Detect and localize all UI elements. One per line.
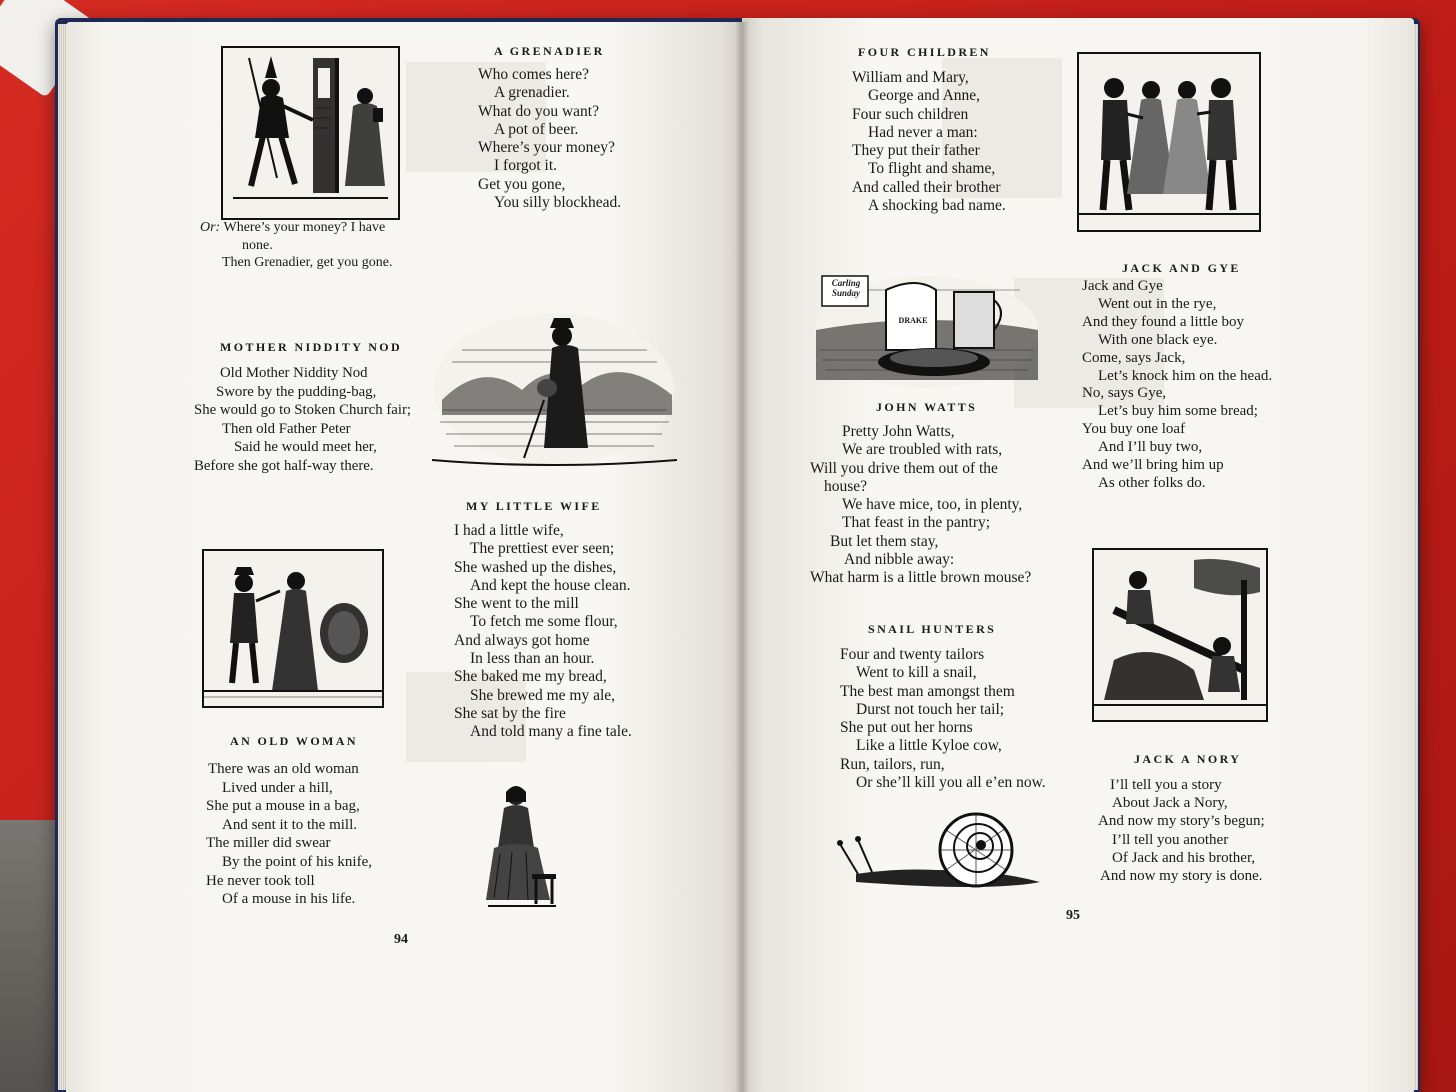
- poem-line: Swore by the pudding-bag,: [216, 383, 377, 400]
- poem-line: A shocking bad name.: [868, 197, 1006, 215]
- caption-line: Where’s your money? I have: [223, 220, 386, 235]
- poem-line: She put out her horns: [840, 719, 973, 737]
- poem-four-children: [852, 69, 1006, 215]
- poem-line: She washed up the dishes,: [454, 558, 617, 576]
- mother-niddity-nod-engraving: [432, 310, 677, 468]
- poem-line: By the point of his knife,: [222, 853, 372, 870]
- poem-title-jack-a-nory: JACK A NORY: [1134, 752, 1242, 766]
- poem-line: And told many a fine tale.: [470, 723, 632, 741]
- carling-sunday-engraving: [814, 270, 1040, 390]
- poem-line: You silly blockhead.: [494, 194, 622, 212]
- poem-line: Jack and Gye: [1082, 278, 1163, 294]
- poem-line: The miller did swear: [206, 835, 331, 852]
- four-children-woodcut: [1077, 52, 1261, 232]
- poem-line: The best man amongst them: [840, 682, 1015, 700]
- poem-line: And sent it to the mill.: [222, 816, 357, 833]
- children-seesaw-icon: [1094, 550, 1266, 720]
- poem-line: What harm is a little brown mouse?: [810, 569, 1032, 587]
- poem-line: To fetch me some flour,: [470, 613, 618, 631]
- poem-title-mother-niddity-nod: MOTHER NIDDITY NOD: [220, 340, 403, 354]
- page-number-right: 95: [1066, 908, 1080, 923]
- page-number-left: 94: [394, 932, 408, 947]
- caption-line: none.: [242, 237, 273, 253]
- poem-title-john-watts: JOHN WATTS: [876, 400, 978, 414]
- poem-line: Durst not touch her tail;: [856, 700, 1005, 718]
- poem-line: And always got home: [454, 631, 590, 649]
- poem-line: She put a mouse in a bag,: [206, 798, 360, 815]
- poem-line: They put their father: [852, 142, 980, 160]
- poem-line: And called their brother: [852, 178, 1001, 196]
- poem-line: Of a mouse in his life.: [222, 891, 356, 908]
- poem-line: Went to kill a snail,: [856, 664, 977, 682]
- caption-line: Then Grenadier, get you gone.: [222, 255, 393, 270]
- poem-line: And now my story’s begun;: [1098, 813, 1265, 830]
- poem-line: Then old Father Peter: [222, 420, 351, 437]
- carling-sunday-sign: [824, 278, 868, 298]
- poem-my-little-wife: [454, 522, 632, 742]
- poem-line: Said he would meet her,: [234, 439, 377, 455]
- poem-line: I’ll tell you another: [1112, 831, 1229, 848]
- poem-line: Like a little Kyloe cow,: [856, 737, 1002, 755]
- poem-line: Lived under a hill,: [222, 779, 333, 796]
- poem-title-my-little-wife: MY LITTLE WIFE: [466, 499, 602, 513]
- poem-line: Who comes here?: [478, 66, 590, 83]
- poem-title-grenadier: A GRENADIER: [494, 44, 605, 58]
- poem-line: Had never a man:: [868, 123, 978, 141]
- poem-line: Let’s buy him some bread;: [1098, 403, 1258, 420]
- poem-line: You buy one loaf: [1082, 421, 1186, 438]
- poem-jack-a-nory: [1098, 776, 1265, 885]
- poem-line: And we’ll bring him up: [1082, 457, 1224, 474]
- grenadier-woodcut: [221, 46, 400, 220]
- poem-line: With one black eye.: [1098, 331, 1218, 348]
- poem-snail-hunters: [840, 646, 1046, 792]
- poem-line: Before she got half-way there.: [194, 457, 374, 474]
- book-gutter: [735, 22, 749, 1092]
- tankard-label: DRAKE: [898, 316, 928, 325]
- poem-line: Old Mother Niddity Nod: [220, 365, 368, 381]
- poem-line: Run, tailors, run,: [840, 755, 945, 773]
- poem-title-an-old-woman: AN OLD WOMAN: [230, 734, 358, 748]
- seated-woman-icon: [486, 782, 558, 914]
- poem-line: She brewed me my ale,: [470, 686, 616, 704]
- poem-line: And I’ll buy two,: [1098, 439, 1203, 456]
- poem-line: She baked me my bread,: [454, 668, 607, 686]
- poem-line: She sat by the fire: [454, 704, 566, 722]
- poem-line: Of Jack and his brother,: [1112, 849, 1256, 866]
- little-wife-woodcut: [202, 549, 384, 708]
- sign-line: Carling: [831, 278, 861, 288]
- poem-line: But let them stay,: [830, 532, 939, 550]
- old-woman-walking-icon: [432, 310, 677, 468]
- poem-grenadier: [478, 66, 621, 212]
- grenadier-icon: [223, 48, 398, 218]
- man-and-woman-icon: [204, 551, 382, 706]
- poem-line: George and Anne,: [868, 87, 981, 105]
- poem-line: About Jack a Nory,: [1112, 795, 1228, 812]
- poem-title-jack-and-gye: JACK AND GYE: [1122, 261, 1241, 275]
- seesaw-woodcut: [1092, 548, 1268, 722]
- poem-title-snail-hunters: SNAIL HUNTERS: [868, 622, 997, 636]
- snail-icon: [836, 810, 1046, 896]
- poem-line: And now my story is done.: [1100, 868, 1263, 885]
- poem-an-old-woman: [206, 760, 372, 909]
- poem-mother-niddity-nod: [194, 364, 411, 475]
- poem-line: Or she’ll kill you all e’en now.: [856, 774, 1046, 792]
- poem-line: Went out in the rye,: [1098, 295, 1217, 312]
- poem-jack-and-gye: [1082, 278, 1272, 493]
- poem-line: Let’s knock him on the head.: [1098, 367, 1273, 384]
- poem-line: Pretty John Watts,: [842, 423, 955, 440]
- poem-line: I forgot it.: [494, 157, 557, 175]
- poem-line: And they found a little boy: [1082, 313, 1245, 330]
- poem-line: Four and twenty tailors: [840, 646, 985, 663]
- poem-line: Come, says Jack,: [1082, 349, 1186, 366]
- right-page[interactable]: [742, 18, 1414, 1092]
- poem-line: What do you want?: [478, 102, 599, 120]
- four-children-icon: [1079, 54, 1259, 230]
- poem-line: Get you gone,: [478, 175, 566, 193]
- snail-engraving: [836, 810, 1046, 896]
- poem-line: She went to the mill: [454, 595, 579, 613]
- poem-line: Four such children: [852, 105, 969, 123]
- poem-line: I’ll tell you a story: [1110, 777, 1222, 793]
- poem-line: Will you drive them out of the: [810, 459, 998, 477]
- sign-line: Sunday: [831, 288, 860, 298]
- poem-line: William and Mary,: [852, 69, 969, 86]
- poem-line: The prettiest ever seen;: [470, 540, 615, 558]
- poem-line: There was an old woman: [208, 761, 359, 777]
- poem-line: That feast in the pantry;: [842, 514, 991, 532]
- caption-or: Or:: [200, 220, 221, 235]
- poem-line: A grenadier.: [494, 84, 570, 102]
- poem-line: He never took toll: [206, 872, 315, 889]
- poem-line: A pot of beer.: [494, 120, 579, 138]
- poem-line: As other folks do.: [1098, 474, 1206, 491]
- poem-line: No, says Gye,: [1082, 385, 1167, 402]
- poem-line: And nibble away:: [844, 551, 955, 569]
- poem-line: I had a little wife,: [454, 522, 564, 539]
- left-page[interactable]: [66, 22, 742, 1092]
- poem-line: house?: [824, 477, 868, 495]
- poem-line: We are troubled with rats,: [842, 441, 1003, 459]
- poem-line: To flight and shame,: [868, 160, 996, 178]
- poem-title-four-children: FOUR CHILDREN: [858, 45, 991, 59]
- poem-line: In less than an hour.: [470, 650, 595, 668]
- seated-woman-engraving: [486, 782, 558, 914]
- poem-line: She would go to Stoken Church fair;: [194, 402, 411, 418]
- poem-line: And kept the house clean.: [470, 576, 631, 594]
- poem-line: Where’s your money?: [478, 139, 615, 157]
- grenadier-caption: [200, 219, 393, 272]
- poem-john-watts: [810, 423, 1031, 588]
- poem-line: We have mice, too, in plenty,: [842, 496, 1023, 514]
